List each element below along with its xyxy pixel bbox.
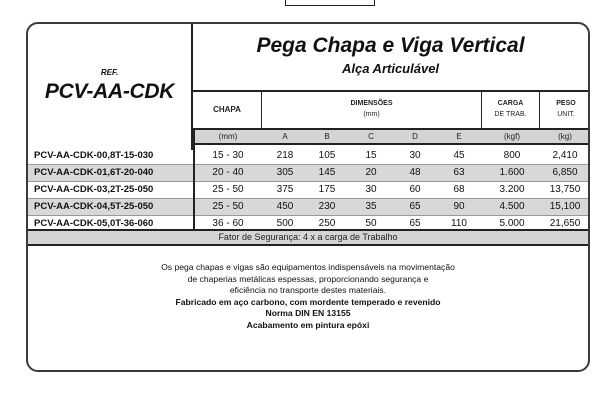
- cell-d: 48: [409, 167, 421, 178]
- description-line: de chaperias metálicas espessas, proporcionando segurança e: [187, 273, 429, 284]
- cell-carga: 3.200: [499, 184, 525, 195]
- row-code: PCV-AA-CDK-00,8T-15-030: [34, 150, 154, 161]
- cell-a: 500: [276, 218, 294, 229]
- product-subtitle: Alça Articulável: [341, 61, 440, 76]
- row-code: PCV-AA-CDK-03,2T-25-050: [34, 184, 154, 195]
- cell-carga: 1.600: [499, 167, 525, 178]
- unit-e: E: [456, 132, 462, 141]
- header-peso-line1: PESO: [556, 100, 576, 107]
- cell-c: 20: [365, 167, 377, 178]
- spec-card: [26, 22, 590, 372]
- title-cell: [193, 24, 588, 92]
- product-title: Pega Chapa e Viga Vertical: [256, 34, 525, 57]
- description-line: eficiência no transporte destes materiais.: [229, 285, 387, 295]
- finish-note: Acabamento em pintura epóxi: [246, 319, 370, 330]
- cell-e: 63: [453, 167, 465, 178]
- table-row: [28, 182, 588, 199]
- cell-peso: 13,750: [549, 184, 581, 195]
- cell-b: 230: [318, 201, 336, 212]
- cell-b: 105: [318, 150, 336, 161]
- ref-label: REF.: [100, 68, 119, 77]
- material-note: Fabricado em aço carbono, com mordente temperado e revenido: [175, 296, 441, 307]
- description: [28, 262, 588, 331]
- unit-b: B: [324, 132, 330, 141]
- cell-a: 218: [276, 150, 294, 161]
- table-row: [28, 165, 588, 182]
- cell-peso: 15,100: [549, 201, 581, 212]
- header-chapa: [193, 90, 262, 128]
- unit-c: C: [368, 132, 374, 141]
- cell-c: 15: [365, 150, 377, 161]
- cell-e: 90: [453, 201, 465, 212]
- column-divider: [193, 128, 195, 229]
- header-chapa-label: CHAPA: [213, 104, 241, 114]
- cell-carga: 800: [503, 150, 521, 161]
- cell-d: 30: [409, 150, 421, 161]
- cell-peso: 6,850: [552, 167, 578, 178]
- cell-c: 35: [365, 201, 377, 212]
- header-dimensions: [262, 90, 482, 128]
- cell-d: 65: [409, 218, 421, 229]
- cell-d: 60: [409, 184, 421, 195]
- header-carga-line2: DE TRAB.: [494, 111, 527, 118]
- cell-c: 50: [365, 218, 377, 229]
- cell-a: 450: [276, 201, 294, 212]
- unit-peso: (kg): [558, 132, 572, 141]
- cell-b: 175: [318, 184, 336, 195]
- units-row: [193, 128, 588, 145]
- unit-a: A: [282, 132, 288, 141]
- cell-chapa: 36 - 60: [212, 218, 244, 229]
- row-code: PCV-AA-CDK-05,0T-36-060: [34, 218, 154, 229]
- cell-c: 30: [365, 184, 377, 195]
- row-code: PCV-AA-CDK-01,6T-20-040: [34, 167, 154, 178]
- cell-b: 145: [318, 167, 336, 178]
- cell-chapa: 15 - 30: [212, 150, 244, 161]
- dimension-line: [285, 0, 375, 6]
- ref-code: PCV-AA-CDK: [44, 80, 175, 103]
- cell-a: 375: [276, 184, 294, 195]
- safety-factor-row: Fator de Segurança: 4 x a carga de Trabalho: [28, 229, 588, 246]
- header-peso: [540, 90, 590, 128]
- header-dimensions-unit: (mm): [363, 111, 380, 118]
- cell-b: 250: [318, 218, 336, 229]
- cell-peso: 2,410: [552, 150, 578, 161]
- cell-carga: 5.000: [499, 218, 525, 229]
- header-carga: [482, 90, 540, 128]
- unit-carga: (kgf): [504, 132, 520, 141]
- header-carga-line1: CARGA: [497, 100, 524, 107]
- cell-carga: 4.500: [499, 201, 525, 212]
- cell-a: 305: [276, 167, 294, 178]
- cell-e: 45: [453, 150, 465, 161]
- standard-note: Norma DIN EN 13155: [265, 308, 351, 318]
- unit-chapa: (mm): [218, 132, 238, 141]
- cell-e: 68: [453, 184, 465, 195]
- cell-chapa: 25 - 50: [212, 184, 244, 195]
- table-row: [28, 199, 588, 216]
- reference-cell: [28, 24, 193, 150]
- data-table: [28, 148, 588, 232]
- cell-chapa: 20 - 40: [212, 167, 244, 178]
- unit-d: D: [412, 132, 418, 141]
- description-line: Os pega chapas e vigas são equipamentos indispensáveis na movimentação: [161, 262, 455, 272]
- header-dimensions-label: DIMENSÕES: [350, 100, 393, 107]
- table-row: [28, 148, 588, 165]
- header-peso-line2: UNIT.: [557, 111, 575, 118]
- cell-chapa: 25 - 50: [212, 201, 244, 212]
- row-code: PCV-AA-CDK-04,5T-25-050: [34, 201, 154, 212]
- cell-e: 110: [451, 218, 467, 229]
- cell-peso: 21,650: [549, 218, 581, 229]
- cell-d: 65: [409, 201, 421, 212]
